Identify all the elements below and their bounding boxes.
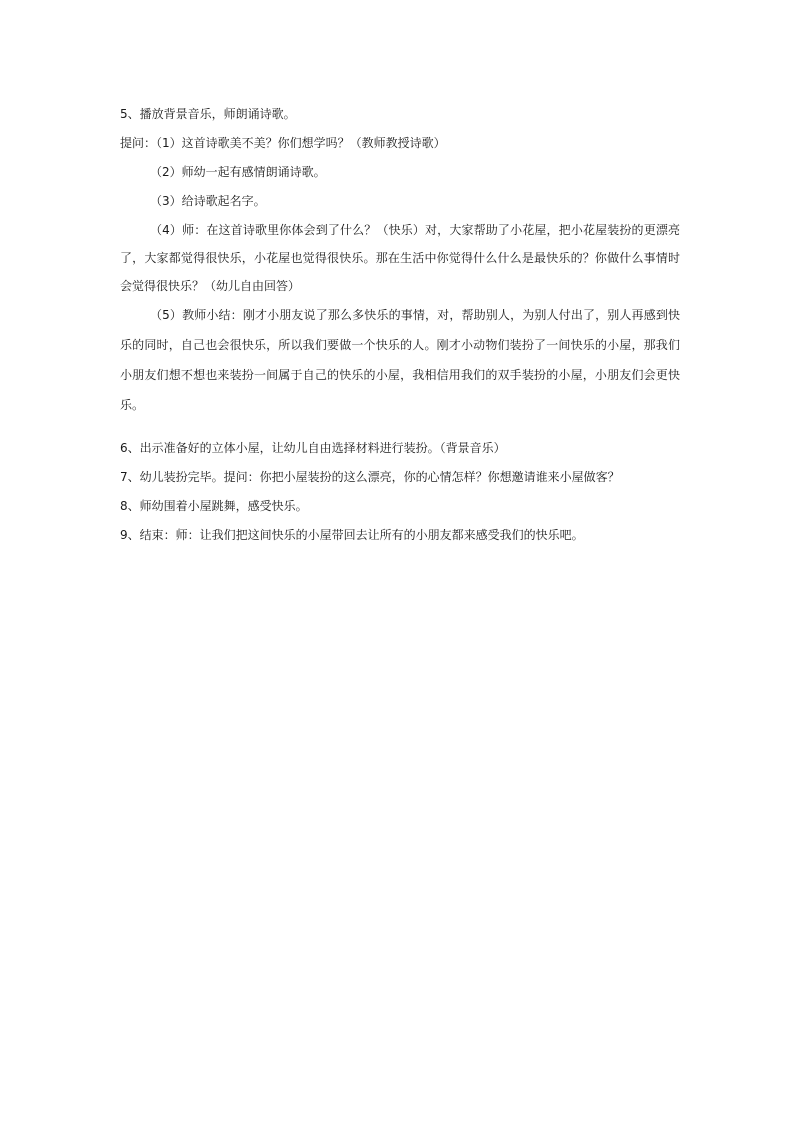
paragraph-gap bbox=[120, 420, 680, 434]
question-2-paragraph: （2）师幼一起有感情朗诵诗歌。 bbox=[150, 165, 326, 179]
step-8-paragraph: 8、师幼围着小屋跳舞，感受快乐。 bbox=[120, 499, 308, 513]
teacher-summary-paragraph: （5）教师小结：刚才小朋友说了那么多快乐的事情，对，帮助别人，为别人付出了，别人再感到快乐的同时，自己也会很快乐，所以我们要做一个快乐的人。刚才小动物们装扮了一间快乐的小屋，那我们小朋友们想不想也来装扮一间属于自己的快乐的小屋，我相信用我们的双手装扮的小屋，小朋友们会更快乐。 bbox=[120, 308, 680, 412]
document-body bbox=[120, 100, 680, 550]
step-7-paragraph: 7、幼儿装扮完毕。提问：你把小屋装扮的这么漂亮，你的心情怎样？你想邀请谁来小屋做客？ bbox=[120, 470, 620, 484]
question-4-paragraph: （4）师：在这首诗歌里你体会到了什么？（快乐）对，大家帮助了小花屋，把小花屋装扮的更漂亮了，大家都觉得很快乐，小花屋也觉得很快乐。那在生活中你觉得什么什么是最快乐的？你做什么事情时会觉得很快乐？（幼儿自由回答） bbox=[120, 223, 680, 293]
step-6-paragraph: 6、出示准备好的立体小屋，让幼儿自由选择材料进行装扮。（背景音乐） bbox=[120, 441, 506, 455]
question-3-paragraph: （3）给诗歌起名字。 bbox=[150, 194, 266, 208]
step-9-paragraph: 9、结束：师：让我们把这间快乐的小屋带回去让所有的小朋友都来感受我们的快乐吧。 bbox=[120, 528, 584, 542]
step-5-paragraph: 5、播放背景音乐，师朗诵诗歌。 bbox=[120, 107, 296, 121]
question-1-paragraph: 提问：（1）这首诗歌美不美？你们想学吗？（教师教授诗歌） bbox=[120, 136, 446, 150]
